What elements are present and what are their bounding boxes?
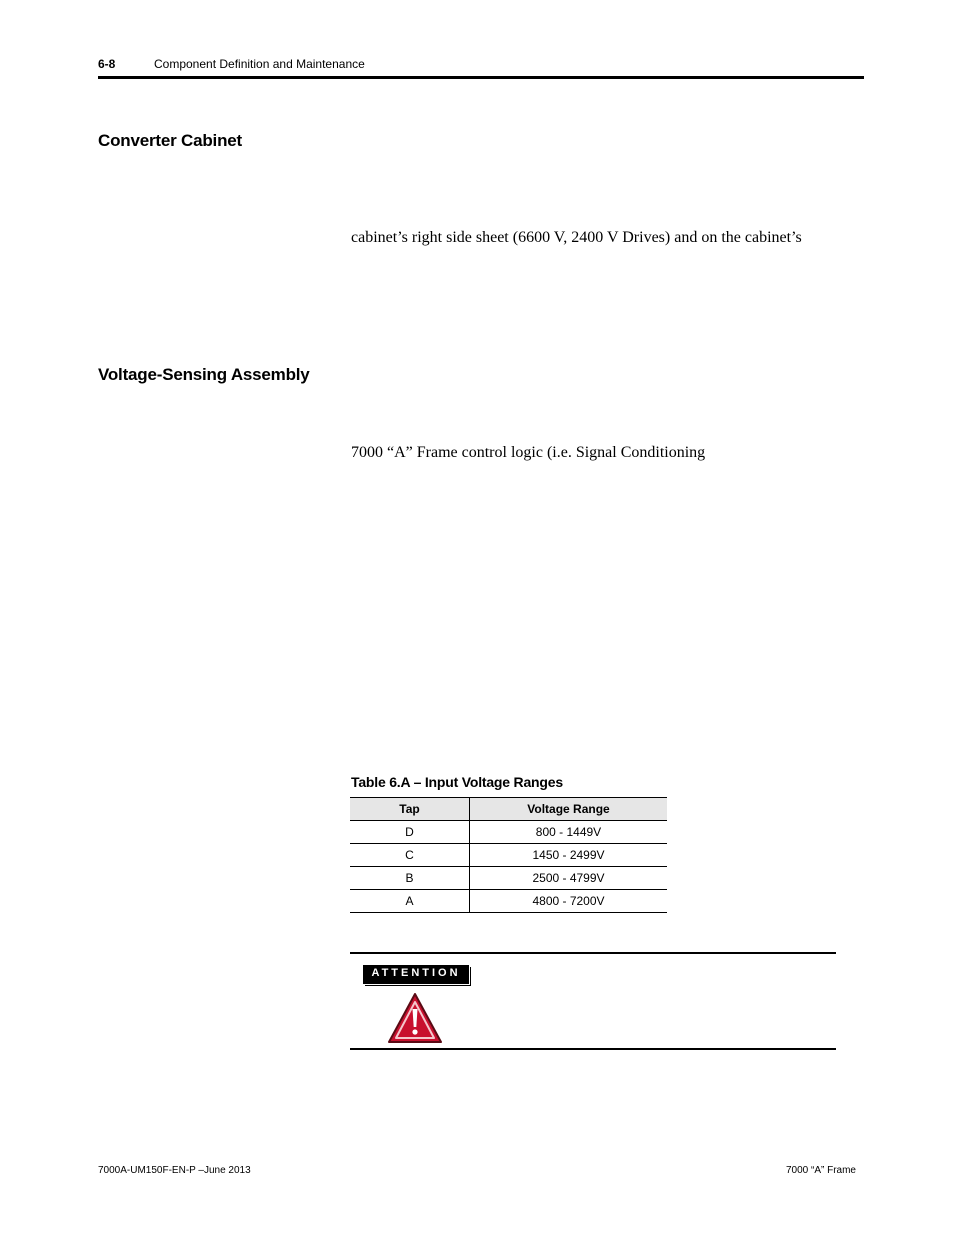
table-cell-tap: D [350,821,470,844]
column-header-voltage-range: Voltage Range [470,798,668,821]
table-cell-voltage-range: 4800 - 7200V [470,890,668,913]
table-row [350,867,667,890]
chapter-title: Component Definition and Maintenance [154,57,365,71]
table-cell-voltage-range: 1450 - 2499V [470,844,668,867]
table-caption: Table 6.A – Input Voltage Ranges [351,774,563,790]
footer-publication-id: 7000A-UM150F-EN-P –June 2013 [98,1165,251,1176]
section-heading-converter-cabinet: Converter Cabinet [98,131,242,150]
section-heading-voltage-sensing: Voltage-Sensing Assembly [98,365,310,384]
table-header-row [350,798,667,821]
table-row [350,844,667,867]
table-row [350,821,667,844]
attention-notice [350,952,836,1050]
warning-triangle-icon [387,992,443,1044]
page-number: 6-8 [98,57,116,71]
input-voltage-table [350,797,667,913]
table-cell-voltage-range: 2500 - 4799V [470,867,668,890]
column-header-tap: Tap [350,798,470,821]
table-cell-tap: A [350,890,470,913]
converter-body-text: cabinet’s right side sheet (6600 V, 2400 V Drives) and on the cabinet’s [351,229,802,246]
table-cell-tap: B [350,867,470,890]
table-cell-tap: C [350,844,470,867]
attention-label: ATTENTION [363,965,469,984]
table-cell-voltage-range: 800 - 1449V [470,821,668,844]
footer-product-name: 7000 “A” Frame [785,1165,856,1176]
voltage-sensing-body-text: 7000 “A” Frame control logic (i.e. Signal Conditioning [351,444,706,461]
page-header [98,56,864,79]
table-row [350,890,667,913]
